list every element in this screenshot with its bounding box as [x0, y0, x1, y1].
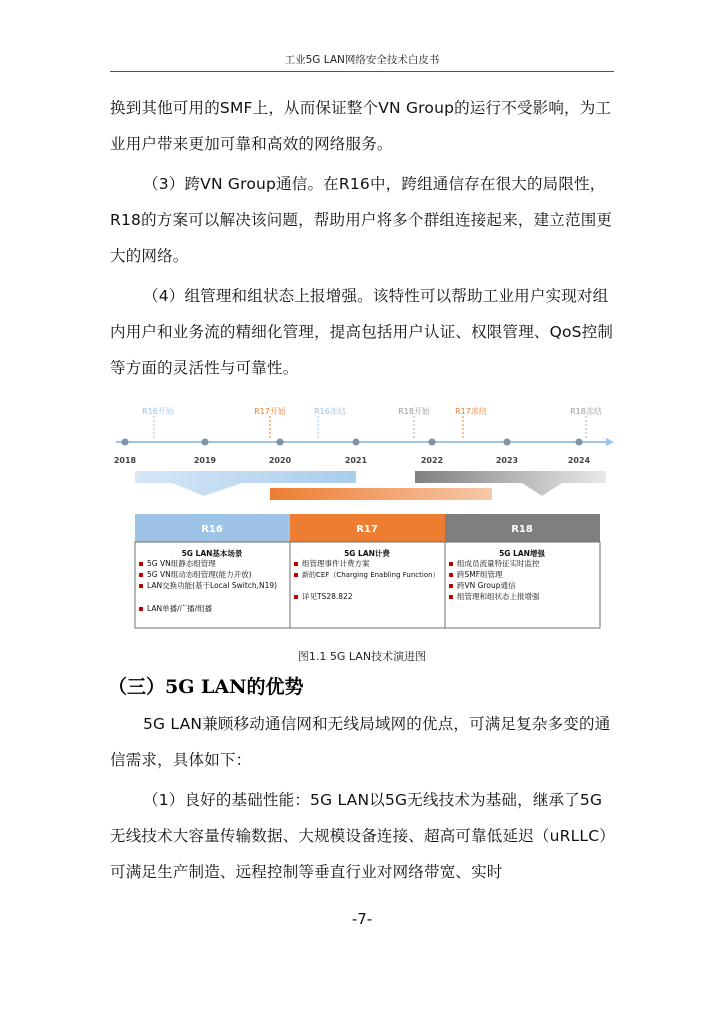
year-dot-2022: [429, 439, 436, 446]
milestone-r16-start: R16开始: [142, 407, 174, 416]
r18-item: 跨VN Group通信: [457, 581, 516, 590]
year-label: 2018: [113, 456, 137, 465]
milestone-r17-start: R17开始: [254, 407, 286, 416]
year-label: 2022: [420, 456, 444, 465]
r17-column-title: R17: [356, 524, 378, 535]
paragraph-basic-performance: （1）良好的基础性能：5G LAN以5G无线技术为基础，继承了5G无线技术大容量传输数据、大规模设备连接、超高可靠低延迟（uRLLC）可满足生产制造、远程控制等垂直行业对网络带宽、实时: [110, 791, 615, 881]
timeline-arrow: [606, 438, 614, 446]
year-dot-2024: [576, 439, 583, 446]
year-label: 2019: [193, 456, 217, 465]
r16-card-title: 5G LAN基本场景: [181, 549, 243, 558]
r16-item: LAN单播/广播/组播: [147, 604, 213, 613]
paragraph-cross-vn-group: （3）跨VN Group通信。在R16中，跨组通信存在很大的局限性，R18的方案可以解决该问题，帮助用户将多个群组连接起来，建立范围更大的网络。: [110, 175, 613, 265]
year-label: 2021: [344, 456, 368, 465]
section-title: （三）5G LAN的优势: [108, 676, 304, 698]
r18-column-title: R18: [511, 524, 533, 535]
milestone-r17-freeze: R17冻结: [455, 407, 487, 416]
paragraph-5g-lan-intro: 5G LAN兼顾移动通信网和无线局域网的优点，可满足复杂多变的通信需求，具体如下：: [110, 715, 611, 769]
r17-item: 组管理事件计费方案: [302, 559, 370, 568]
year-label: 2020: [268, 456, 292, 465]
r16-item: LAN交换功能(基于Local Switch,N19): [147, 581, 278, 590]
evolution-figure: [110, 396, 614, 632]
r17-item: 详见TS28.822: [302, 592, 353, 601]
page-number: -7-: [351, 910, 373, 928]
r18-item: 组成员流量特征实时监控: [457, 559, 540, 568]
milestone-r16-freeze: R16冻结: [314, 407, 346, 416]
r17-card-title: 5G LAN计费: [344, 549, 390, 558]
header-divider: [110, 71, 614, 72]
r16-item: 5G VN组动态组管理(能力开放): [147, 570, 252, 579]
milestones: [142, 406, 602, 440]
figure-caption: 图1.1 5G LAN技术演进图: [297, 650, 427, 663]
r18-item: 组管理和组状态上报增强: [457, 592, 540, 601]
year-dot-2021: [353, 439, 360, 446]
paragraph-group-management: （4）组管理和组状态上报增强。该特性可以帮助工业用户实现对组内用户和业务流的精细化管理，提高包括用户认证、权限管理、QoS控制等方面的灵活性与可靠性。: [110, 287, 614, 377]
year-dot-2020: [277, 439, 284, 446]
year-dot-2018: [122, 439, 129, 446]
r16-column-title: R16: [201, 524, 223, 535]
evolution-diagram: [110, 396, 614, 632]
year-dot-2023: [504, 439, 511, 446]
r18-item: 跨SMF组管理: [457, 570, 503, 579]
paragraph-smf-continuation: 换到其他可用的SMF上，从而保证整个VN Group的运行不受影响，为工业用户带来更加可靠和高效的网络服务。: [110, 99, 612, 153]
year-label: 2024: [567, 456, 591, 465]
year-dot-2019: [202, 439, 209, 446]
r16-item: 5G VN组静态组管理: [147, 559, 216, 568]
milestone-r18-start: R18开始: [398, 407, 430, 416]
r18-card-title: 5G LAN增强: [499, 549, 545, 558]
running-header: 工业5G LAN网络安全技术白皮书: [284, 54, 440, 66]
year-label: 2023: [495, 456, 519, 465]
milestone-r18-freeze: R18冻结: [570, 407, 602, 416]
r17-range-bar: [270, 488, 492, 500]
r17-item: 新的CEF（Charging Enabling Function）: [302, 571, 440, 579]
